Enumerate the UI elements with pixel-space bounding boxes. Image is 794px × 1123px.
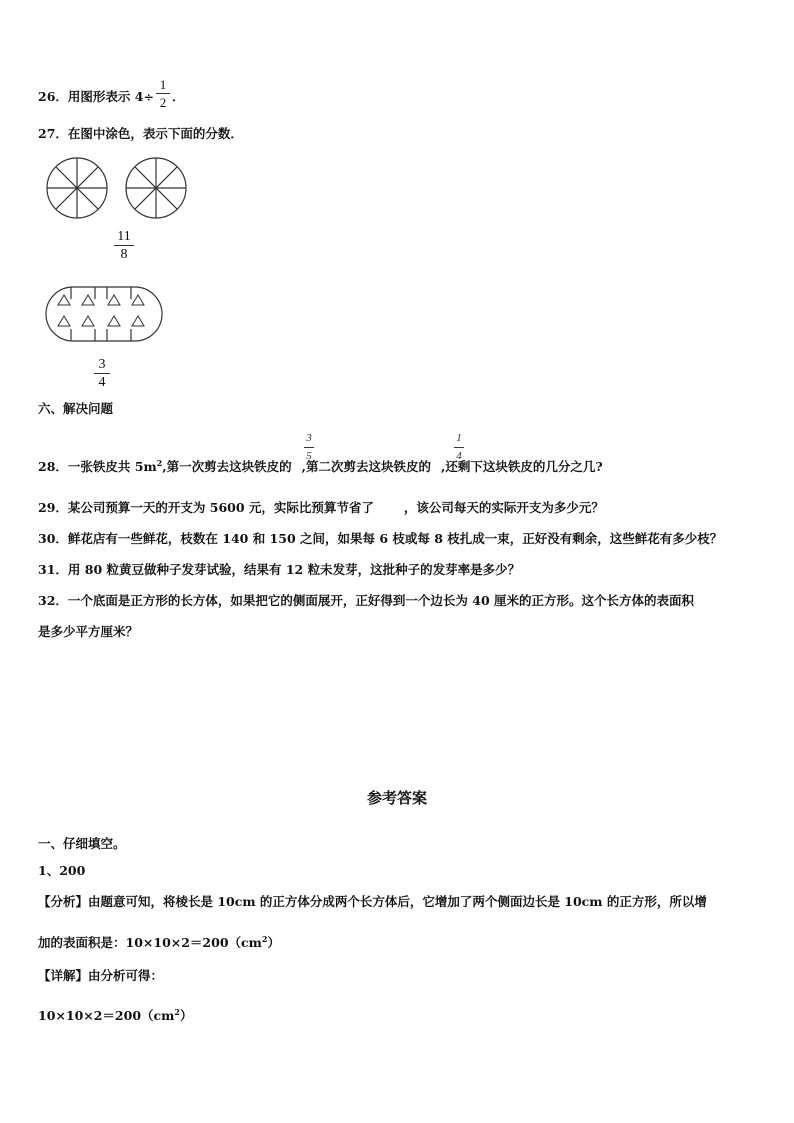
circle-figures	[40, 154, 240, 224]
analysis-line-2: 加的表面积是：$10\times 10\times 2=200(cm^2)$	[38, 934, 280, 951]
q32-line-1: 32．一个底面是正方形的长方体，如果把它的侧面展开，正好得到一个边长为 40 厘米的正方形。这个长方体的表面积	[38, 593, 694, 608]
answers-section-1: 一、仔细填空。	[38, 836, 126, 851]
answer-item-1: 1、200	[38, 863, 86, 878]
answers-title: 参考答案	[366, 789, 427, 807]
triangle	[132, 316, 144, 326]
circle-2	[126, 158, 186, 218]
q26-text: 26．用图形表示 4÷	[38, 89, 154, 104]
q30-text: 30．鲜花店有一些鲜花，枝数在 140 和 150 之间，如果每 6 枝或每 8 枝扎成一束，正好没有剩余，这些鲜花有多少枝？	[38, 531, 723, 546]
q28-fraction-1: 3 5	[304, 431, 314, 464]
q28-fraction-2: 1 4	[454, 431, 464, 464]
q28-text: 28．一张铁皮共 $5m^2$,第一次剪去这块铁皮的 ,第二次剪去这块铁皮的 ,还剩下这块铁皮的几分之几?	[38, 458, 603, 475]
q27-fraction-1: 11 8	[114, 229, 134, 262]
detail-formula: $10\times 10\times 2=200(cm^2)$	[38, 1007, 193, 1024]
triangle	[82, 316, 94, 326]
q26-end: ．	[172, 89, 185, 104]
triangle	[132, 295, 144, 305]
triangle	[108, 295, 120, 305]
q32-line-2: 是多少平方厘米？	[38, 624, 139, 639]
q29-text: 29．某公司预算一天的开支为 5600 元，实际比预算节省了 ，该公司每天的实际开支为多少元？	[38, 500, 604, 515]
triangle	[82, 295, 94, 305]
section-6-heading: 六、解决问题	[38, 401, 114, 416]
detail-label: 【详解】由分析可得：	[38, 968, 164, 983]
analysis-line-1: 【分析】由题意可知，将棱长是 10cm 的正方体分成两个长方体后，它增加了两个侧面边长是 10cm 的正方形，所以增	[38, 894, 707, 909]
triangle	[58, 316, 70, 326]
triangle-oval-figure	[44, 281, 166, 347]
q26-fraction: 1 2	[156, 77, 170, 110]
circle-1	[47, 158, 107, 218]
triangle	[108, 316, 120, 326]
q27-fraction-2: 3 4	[94, 357, 110, 390]
q27-text: 27．在图中涂色，表示下面的分数．	[38, 126, 243, 141]
q31-text: 31．用 80 粒黄豆做种子发芽试验，结果有 12 粒未发芽，这批种子的发芽率是多少？	[38, 562, 521, 577]
triangle	[58, 295, 70, 305]
